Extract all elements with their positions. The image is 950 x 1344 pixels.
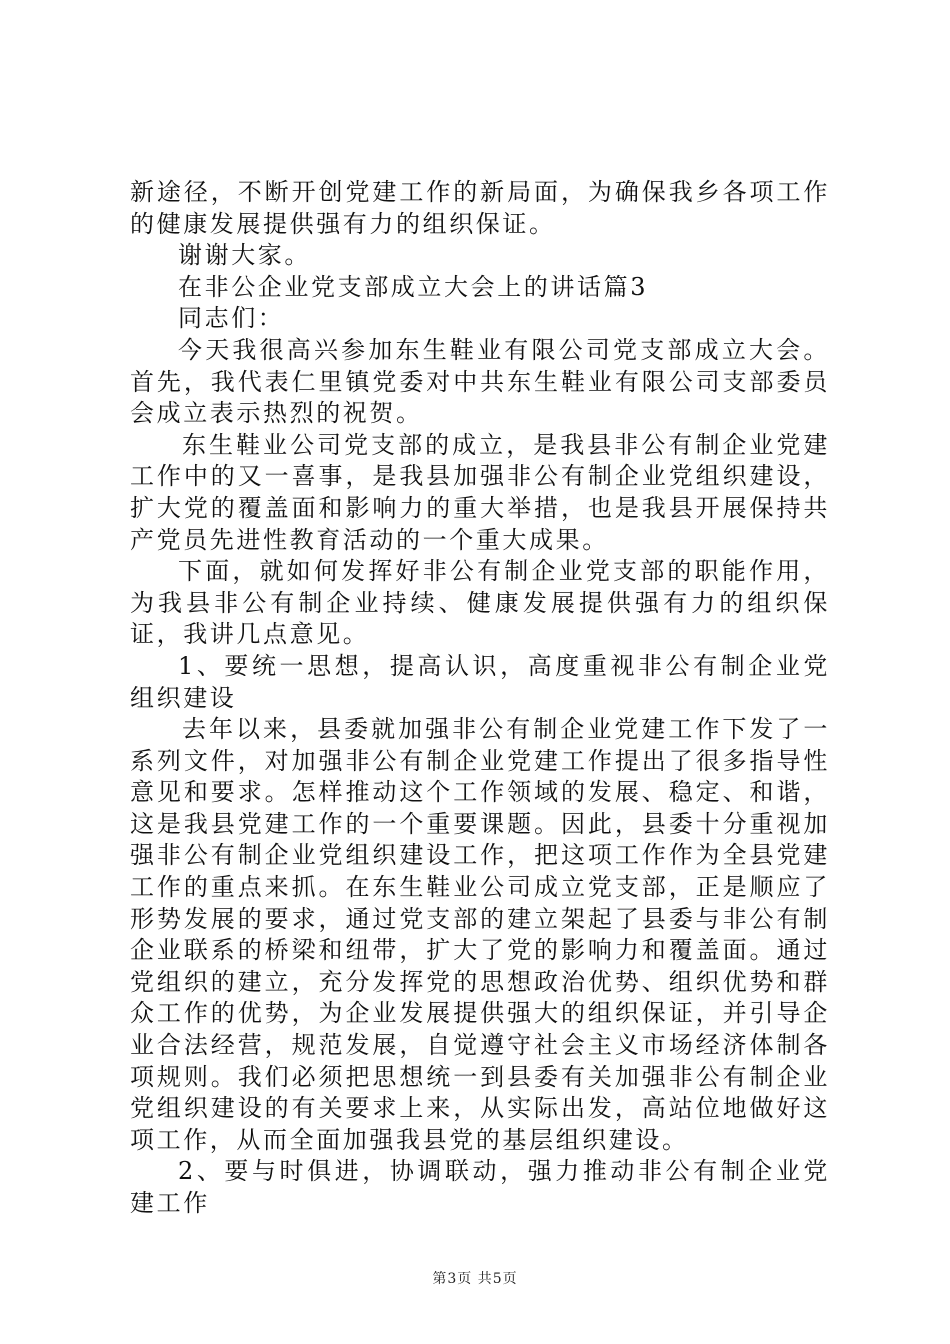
paragraph-continuation: 新途径，不断开创党建工作的新局面，为确保我乡各项工作的健康发展提供强有力的组织保证。: [130, 178, 830, 238]
point-2-heading: 2、要与时俱进，协调联动，强力推动非公有制企业党建工作: [130, 1157, 830, 1217]
document-body: [130, 177, 830, 1220]
paragraph-thanks: 谢谢大家。: [178, 241, 311, 270]
paragraph-intro-points: 下面，就如何发挥好非公有制企业党支部的职能作用，为我县非公有制企业持续、健康发展提供强有力的组织保证，我讲几点意见。: [130, 557, 830, 649]
section-title: 在非公企业党支部成立大会上的讲话篇3: [178, 272, 649, 301]
paragraph-significance: 东生鞋业公司党支部的成立，是我县非公有制企业党建工作中的又一喜事，是我县加强非公有制企业党组织建设，扩大党的覆盖面和影响力的重大举措，也是我县开展保持共产党员先进性教育活动的一个重大成果。: [130, 430, 830, 554]
point-1-body: 去年以来，县委就加强非公有制企业党建工作下发了一系列文件，对加强非公有制企业党建工作提出了很多指导性意见和要求。怎样推动这个工作领域的发展、稳定、和谐，这是我县党建工作的一个重要课题。因此，县委十分重视加强非公有制企业党组织建设工作，把这项工作作为全县党建工作的重点来抓。在东生鞋业公司成立党支部，正是顺应了形势发展的要求，通过党支部的建立架起了县委与非公有制企业联系的桥梁和纽带，扩大了党的影响力和覆盖面。通过党组织的建立，充分发挥党的思想政治优势、组织优势和群众工作的优势，为企业发展提供强大的组织保证，并引导企业合法经营，规范发展，自觉遵守社会主义市场经济体制各项规则。我们必须把思想统一到县委有关加强非公有制企业党组织建设的有关要求上来，从实际出发，高站位地做好这项工作，从而全面加强我县党的基层组织建设。: [130, 715, 830, 1154]
salutation: 同志们：: [178, 304, 285, 333]
paragraph-opening: 今天我很高兴参加东生鞋业有限公司党支部成立大会。首先，我代表仁里镇党委对中共东生鞋业有限公司支部委员会成立表示热烈的祝贺。: [130, 335, 830, 428]
point-1-heading: 1、要统一思想，提高认识，高度重视非公有制企业党组织建设: [130, 651, 830, 712]
page-number-footer: 第3页 共5页: [432, 1271, 518, 1287]
